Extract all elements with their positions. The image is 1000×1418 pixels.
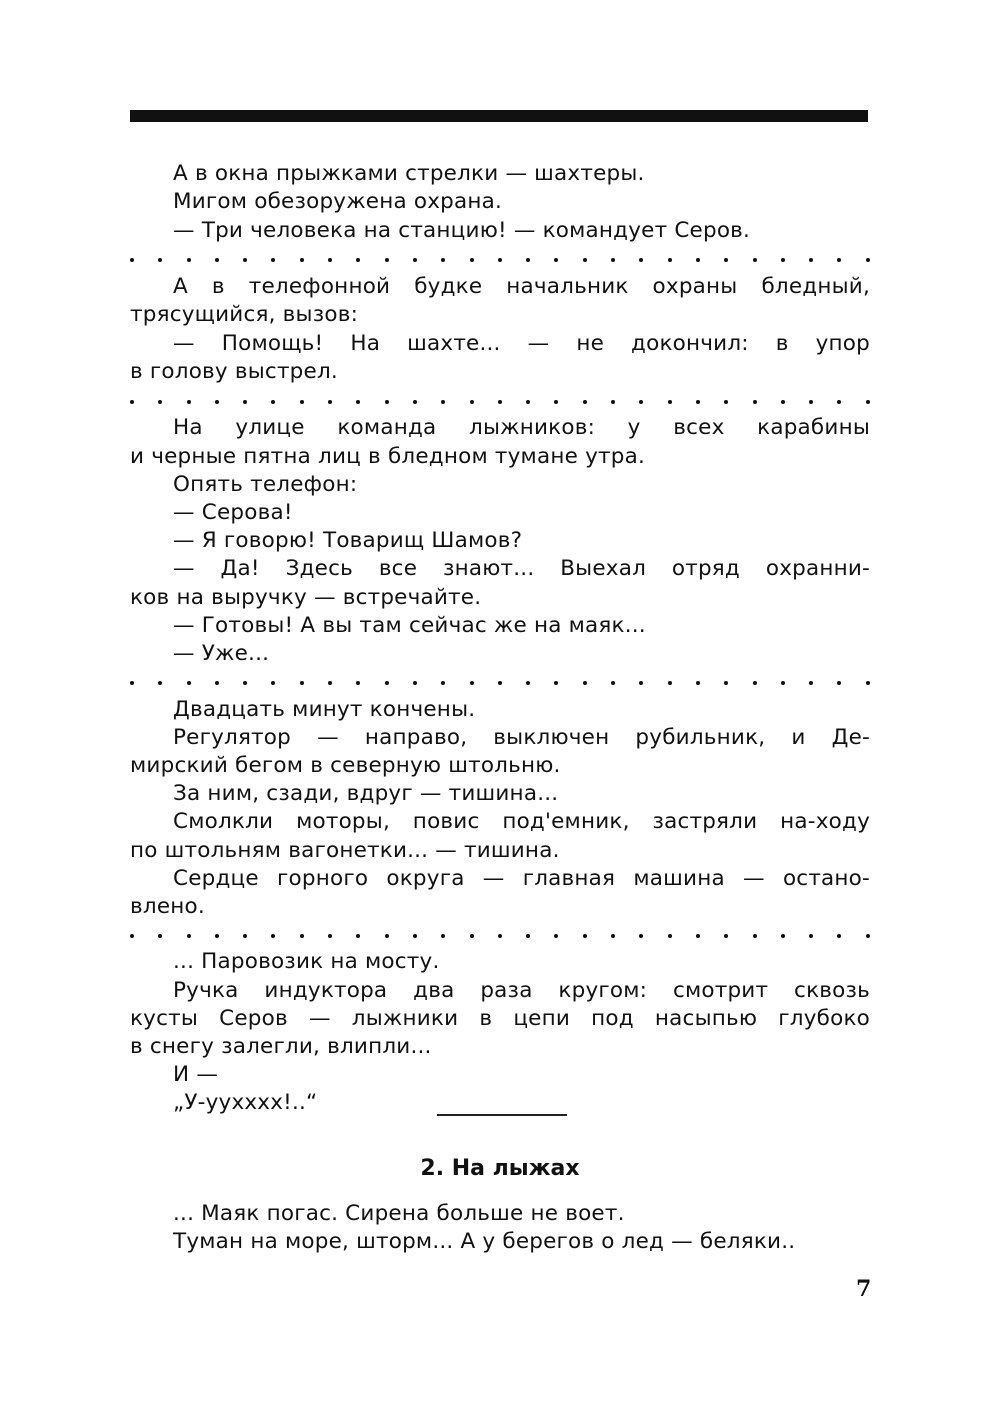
text-line: ... Маяк погас. Сирена больше не воет.: [173, 1201, 625, 1226]
dot-separator: [130, 400, 870, 410]
text-line: по штольням вагонетки... — тишина.: [130, 838, 560, 863]
text-line: трясущийся, вызов:: [130, 302, 359, 327]
chapter-heading: 2. На лыжах: [420, 1156, 580, 1181]
text-line: Ручка индуктора два раза кругом: смотрит сквозь: [173, 978, 870, 1003]
text-line: Сердце горного округа — главная машина — остано-: [173, 866, 870, 891]
dot-separator: [130, 934, 870, 944]
dot-separator: [130, 258, 870, 268]
text-line: На улице команда лыжников: у всех карабины: [173, 415, 870, 440]
text-line: и черные пятна лиц в бледном тумане утра.: [130, 444, 645, 469]
text-line: За ним, сзади, вдруг — тишина...: [173, 781, 559, 806]
top-rule: [130, 110, 868, 122]
text-line: в снегу залегли, влипли...: [130, 1034, 432, 1059]
text-line: влено.: [130, 894, 205, 919]
text-line: в голову выстрел.: [130, 359, 338, 384]
text-line: „У-уухххх!..“: [173, 1090, 318, 1115]
text-line: Туман на море, шторм... А у берегов о лед — беляки..: [173, 1229, 796, 1254]
page-number: 7: [856, 1276, 872, 1302]
text-line: — Готовы! А вы там сейчас же на маяк...: [173, 613, 646, 638]
section-divider: [437, 1114, 567, 1116]
text-line: мирский бегом в северную штольню.: [130, 753, 561, 778]
dot-separator: [130, 681, 870, 691]
text-line: Опять телефон:: [173, 472, 358, 497]
text-line: кусты Серов — лыжники в цепи под насыпью глубоко: [130, 1006, 870, 1031]
text-line: Двадцать минут кончены.: [173, 697, 476, 722]
text-line: Смолкли моторы, повис под'емник, застряли на-ходу: [173, 809, 870, 834]
text-line: И —: [173, 1062, 219, 1087]
text-line: Мигом обезоружена охрана.: [173, 189, 503, 214]
text-line: Регулятор — направо, выключен рубильник, и Де-: [173, 725, 870, 750]
text-line: ... Паровозик на мосту.: [173, 949, 440, 974]
text-line: — Уже...: [173, 641, 270, 666]
text-line: А в телефонной будке начальник охраны бледный,: [173, 274, 870, 299]
text-line: — Серова!: [173, 500, 293, 525]
text-line: — Я говорю! Товарищ Шамов?: [173, 528, 523, 553]
text-line: ков на выручку — встречайте.: [130, 585, 482, 610]
text-line: — Да! Здесь все знают... Выехал отряд охранни-: [173, 556, 870, 581]
text-line: А в окна прыжками стрелки — шахтеры.: [173, 161, 645, 186]
text-line: — Помощь! На шахте... — не докончил: в упор: [173, 331, 870, 356]
text-line: — Три человека на станцию! — командует Серов.: [173, 218, 751, 243]
